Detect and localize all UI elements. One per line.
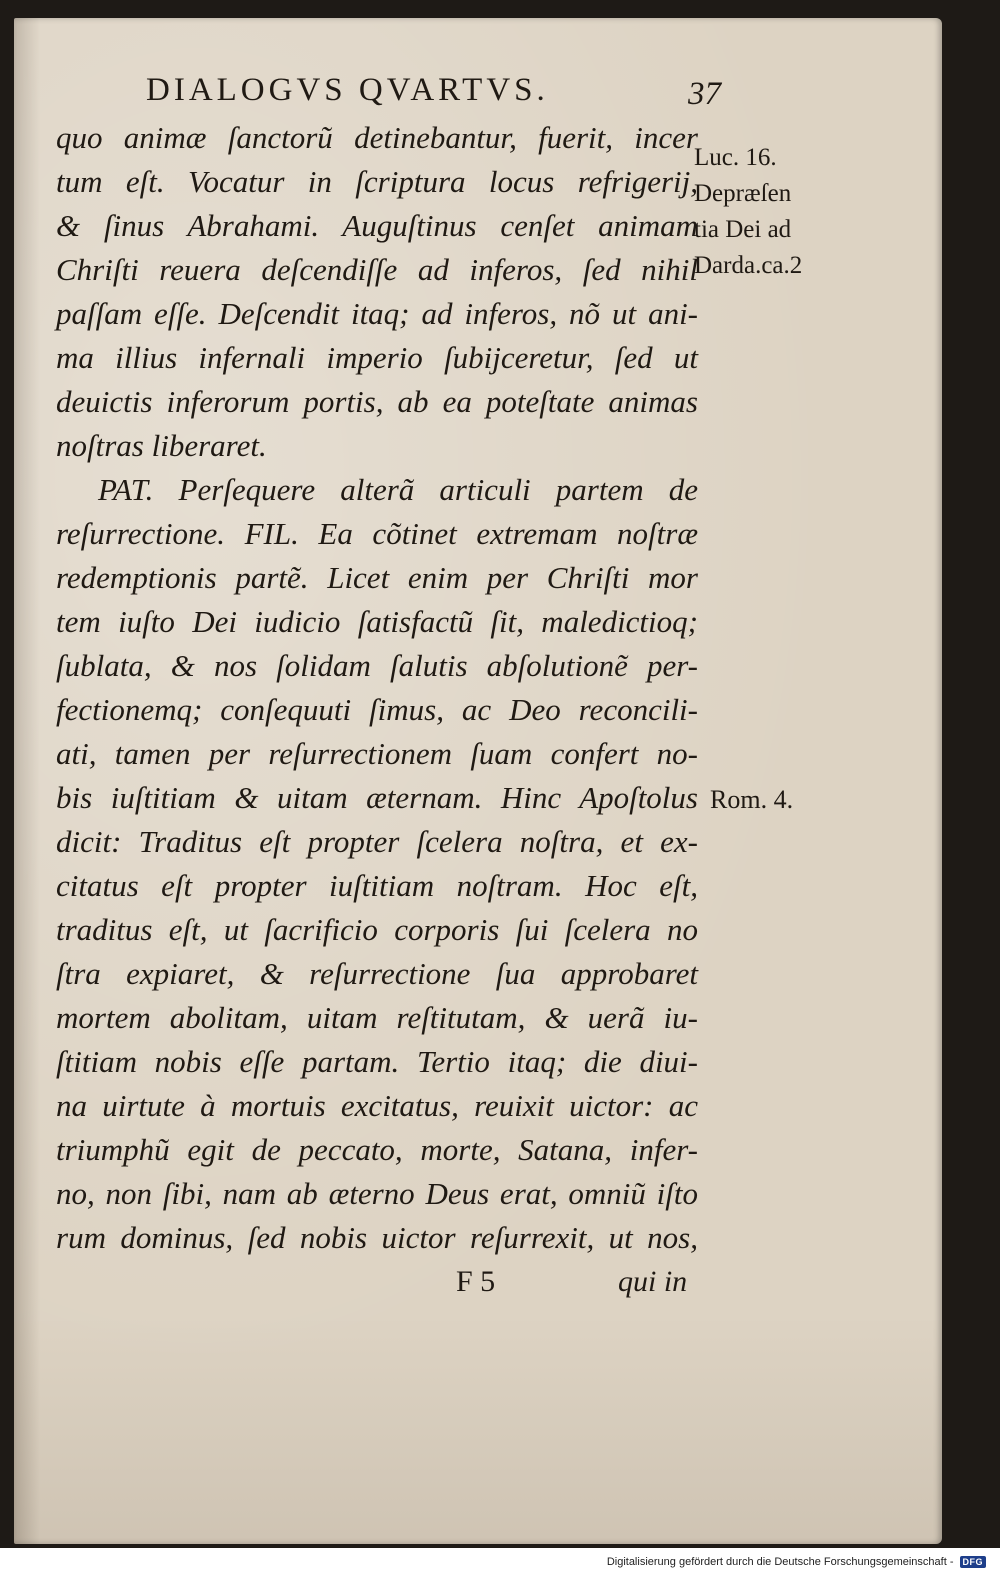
text-line: quo animæ ſanctorũ detinebantur, fuerit, incer — [56, 120, 698, 155]
text-line: bis iuſtitiam & uitam æternam. Hinc Apoſtolus — [56, 780, 698, 815]
catchword: qui in — [618, 1265, 688, 1298]
text-line: paſſam eſſe. Deſcendit itaq; ad inferos, nõ ut ani- — [56, 296, 698, 331]
text-line: ſtitiam nobis eſſe partam. Tertio itaq; die diui- — [56, 1044, 698, 1079]
paragraph-start-line: PAT. Perſequere alterã articuli partem de — [98, 472, 698, 507]
signature-mark: F 5 — [456, 1265, 496, 1298]
margin-note-line: Depræſen — [694, 180, 792, 207]
text-line: reſurrectione. FIL. Ea cõtinet extremam noſtræ — [56, 516, 698, 551]
text-line: deuictis inferorum portis, ab ea poteſtate animas — [56, 384, 698, 419]
text-line: rum dominus, ſed nobis uictor reſurrexit, ut nos, — [56, 1220, 698, 1255]
text-line: no, non ſibi, nam ab æterno Deus erat, omniũ iſto — [56, 1176, 698, 1211]
text-line: & ſinus Abrahami. Auguſtinus cenſet animam — [56, 208, 698, 243]
margin-note-line: Luc. 16. — [694, 144, 777, 171]
margin-note-luke — [694, 140, 802, 284]
text-line: ma illius infernali imperio ſubijceretur, ſed ut — [56, 340, 698, 375]
text-line: na uirtute à mortuis excitatus, reuixit uictor: ac — [56, 1088, 698, 1123]
text-line: triumphũ egit de peccato, morte, Satana, infer- — [56, 1132, 698, 1167]
text-line: Chriſti reuera deſcendiſſe ad inferos, ſed nihil — [56, 252, 698, 287]
text-line: tem iuſto Dei iudicio ſatisfactũ ſit, maledictioq; — [56, 604, 698, 639]
page-number: 37 — [688, 76, 721, 112]
credit-text: Digitalisierung gefördert durch die Deutsche Forschungsgemeinschaft - — [606, 1556, 954, 1568]
digitization-credit — [607, 1551, 986, 1573]
margin-note-line: Darda.ca.2 — [694, 252, 803, 279]
text-line: tum eſt. Vocatur in ſcriptura locus refrigerij, — [56, 164, 698, 199]
text-line: ati, tamen per reſurrectionem ſuam confert no- — [56, 736, 698, 771]
text-line: traditus eſt, ut ſacrificio corporis ſui ſcelera no — [56, 912, 698, 947]
margin-note-line: tia Dei ad — [694, 216, 792, 243]
running-head: DIALOGVS QVARTVS. — [146, 72, 549, 108]
text-line: dicit: Traditus eſt propter ſcelera noſtra, et ex- — [56, 824, 698, 859]
text-line: redemptionis partẽ. Licet enim per Chriſti mor — [56, 560, 698, 595]
text-line: citatus eſt propter iuſtitiam noſtram. Hoc eſt, — [56, 868, 698, 903]
main-text-block — [56, 116, 698, 1260]
margin-note-romans: Rom. 4. — [710, 785, 794, 814]
text-line: ſublata, & nos ſolidam ſalutis abſolutionẽ per- — [56, 648, 698, 683]
dfg-logo-icon: DFG — [960, 1556, 987, 1568]
text-line: fectionemq; conſequuti ſimus, ac Deo reconcili- — [56, 692, 698, 727]
text-line: noſtras liberaret. — [56, 428, 267, 463]
text-line: ſtra expiaret, & reſurrectione ſua approbaret — [56, 956, 698, 991]
text-line: mortem abolitam, uitam reſtitutam, & uerã iu- — [56, 1000, 698, 1035]
